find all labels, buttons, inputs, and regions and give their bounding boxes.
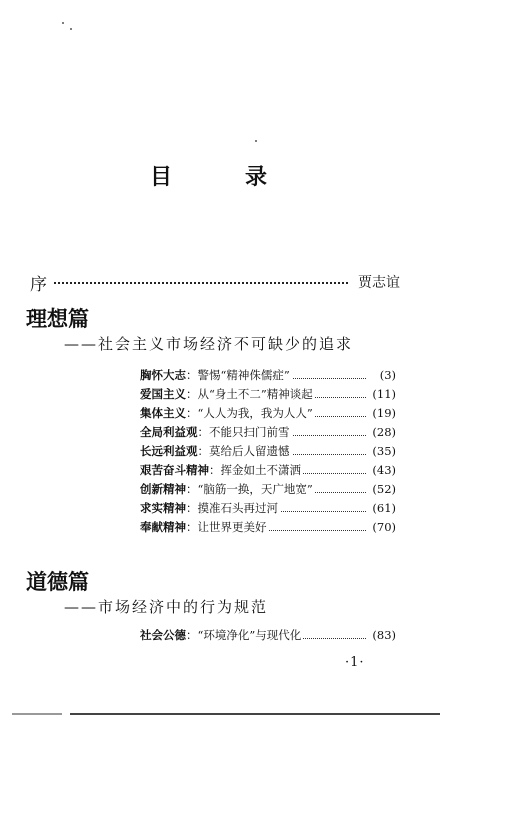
toc-entry (140, 480, 396, 499)
entry-topic: 胸怀大志 (140, 368, 186, 382)
toc-entry (140, 518, 396, 537)
part-subtitle: ——市场经济中的行为规范 (64, 598, 269, 616)
entry-page: (35) (370, 442, 396, 461)
preface-author: 贾志谊 (358, 275, 400, 291)
entry-title: ：从“身土不二”精神谈起 (186, 387, 313, 401)
page-edge-rule (70, 713, 440, 715)
part-title: 理想篇 (26, 306, 89, 331)
toc-heading (150, 160, 300, 190)
entry-page: (28) (370, 423, 396, 442)
part-subtitle: ——社会主义市场经济不可缺少的追求 (64, 335, 354, 353)
entry-page: (43) (370, 461, 396, 480)
dot-leader (54, 282, 348, 284)
toc-entry (140, 461, 396, 480)
part-2-entries (140, 626, 396, 645)
toc-entry (140, 499, 396, 518)
scan-speck (70, 28, 72, 30)
entry-page: (83) (370, 626, 396, 645)
entry-topic: 奉献精神 (140, 520, 186, 534)
entry-page: (3) (378, 366, 396, 385)
part-title: 道德篇 (26, 569, 89, 594)
entry-title: ：莫给后人留遗憾 (197, 444, 290, 458)
entry-page: (11) (370, 385, 396, 404)
preface-entry (30, 270, 400, 295)
page-number: ·1· (345, 655, 365, 670)
toc-entry (140, 366, 396, 385)
entry-topic: 爱国主义 (140, 387, 186, 401)
toc-entry (140, 626, 396, 645)
entry-page: (52) (370, 480, 396, 499)
toc-heading-char-1: 目 (150, 165, 173, 190)
entry-title: ：让世界更美好 (186, 520, 267, 534)
entry-page: (19) (370, 404, 396, 423)
entry-topic: 求实精神 (140, 501, 186, 515)
entry-topic: 创新精神 (140, 482, 186, 496)
entry-page: (61) (370, 499, 396, 518)
entry-title: ：“脑筋一换，天广地宽” (186, 482, 313, 496)
entry-topic: 长远利益观 (140, 444, 198, 458)
scan-speck (255, 140, 257, 142)
toc-entry (140, 404, 396, 423)
scan-speck (62, 22, 64, 24)
entry-title: ：“环境净化”与现代化 (186, 628, 302, 642)
toc-entry (140, 442, 396, 461)
entry-topic: 社会公德 (140, 628, 186, 642)
entry-title: ：警惕“精神侏儒症” (186, 368, 290, 382)
preface-label: 序 (30, 275, 47, 295)
entry-topic: 艰苦奋斗精神 (140, 463, 209, 477)
entry-topic: 集体主义 (140, 406, 186, 420)
page-edge-rule (12, 713, 62, 715)
entry-title: ：挥金如土不潇洒 (209, 463, 301, 477)
toc-entry (140, 423, 396, 442)
entry-page: (70) (370, 518, 396, 537)
entry-title: ：“人人为我，我为人人” (186, 406, 313, 420)
entry-topic: 全局利益观 (140, 425, 198, 439)
toc-heading-char-2: 录 (245, 165, 268, 190)
toc-entry (140, 385, 396, 404)
entry-title: ：不能只扫门前雪 (197, 425, 290, 439)
part-1-entries (140, 366, 396, 537)
entry-title: ：摸准石头再过河 (186, 501, 278, 515)
